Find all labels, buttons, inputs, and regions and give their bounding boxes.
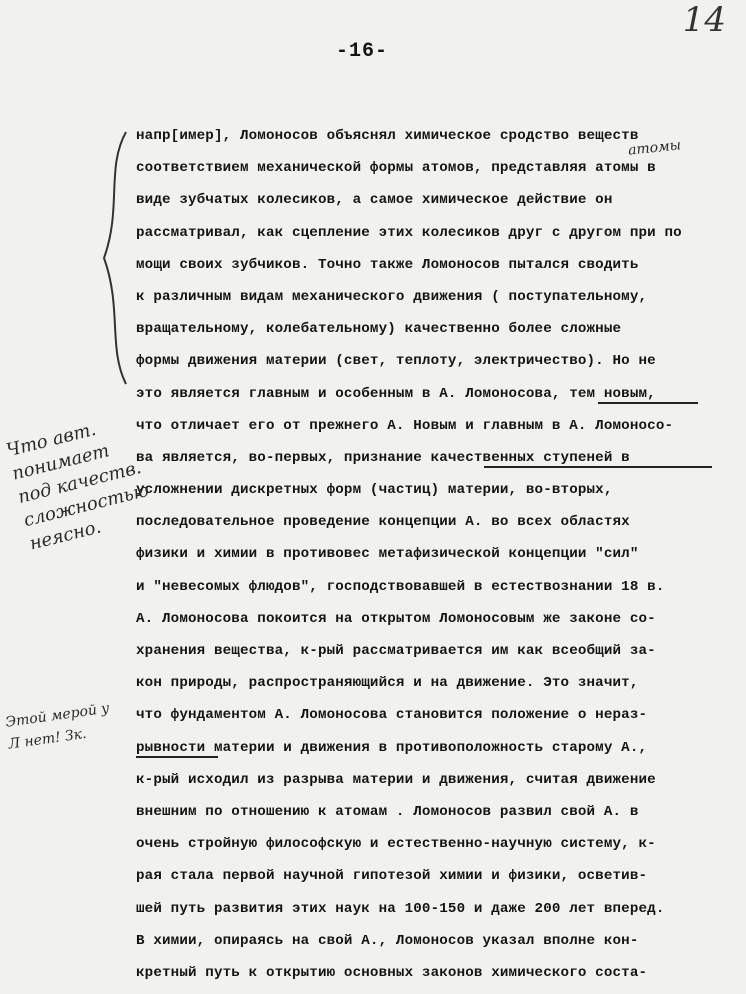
text-line: напр[имер], Ломоносов объяснял химическое сродство веществ xyxy=(136,128,639,144)
text-line: к различным видам механического движения ( поступательному, xyxy=(136,288,648,305)
text-line: рассматривал, как сцепление этих колесиков друг с другом при по xyxy=(136,224,682,241)
text-line: что фундаментом А. Ломоносова становится положение о нераз- xyxy=(136,707,648,724)
typed-body-text xyxy=(136,120,742,989)
text-line: формы движения материи (свет, теплоту, электричество). Но не xyxy=(136,353,656,370)
text-line: кретный путь к открытию основных законов химического соста- xyxy=(136,964,648,981)
text-line: рая стала первой научной гипотезой химии и физики, осветив- xyxy=(136,868,648,885)
underline-mark xyxy=(598,402,698,404)
text-line: рывности материи и движения в противоположность старому А., xyxy=(136,739,648,756)
text-line: хранения вещества, к-рый рассматривается им как всеобщий за- xyxy=(136,643,656,659)
archive-page-number: 14 xyxy=(682,0,726,40)
text-line: кон природы, распространяющийся и на движение. Это значит, xyxy=(136,675,639,692)
text-line: последовательное проведение концепции А. во всех областях xyxy=(136,514,630,531)
text-line: внешним по отношению к атомам . Ломоносов развил свой А. в xyxy=(136,803,639,820)
text-line: А. Ломоносова покоится на открытом Ломоносовым же законе со- xyxy=(136,610,656,627)
text-line: физики и химии в противовес метафизической концепции "сил" xyxy=(136,546,639,563)
text-line: усложнении дискретных форм (частиц) материи, во-вторых, xyxy=(136,482,613,499)
text-line: виде зубчатых колесиков, а самое химическое действие он xyxy=(136,192,613,209)
text-line: вращательному, колебательному) качественно более сложные xyxy=(136,321,622,338)
handwritten-insertion-atoms: атомы xyxy=(627,137,682,159)
text-line: мощи своих зубчиков. Точно также Ломоносов пытался сводить xyxy=(136,256,639,273)
margin-bracket-mark xyxy=(96,128,136,388)
margin-note-lower: Этой мерой у Л нет! Зк. xyxy=(4,700,111,753)
text-line: к-рый исходил из разрыва материи и движения, считая движение xyxy=(136,771,656,788)
underline-mark xyxy=(136,756,218,758)
underline-mark xyxy=(484,466,712,468)
text-line: В химии, опираясь на свой А., Ломоносов указал вполне кон- xyxy=(136,932,639,949)
text-line: что отличает его от прежнего А. Новым и главным в А. Ломоносо- xyxy=(136,417,674,434)
text-line: очень стройную философскую и естественно-научную систему, к- xyxy=(136,836,656,853)
page-number: -16- xyxy=(336,40,389,63)
text-line: и "невесомых флюдов", господствовавшей в естествознании 18 в. xyxy=(136,578,665,595)
text-line: соответствием механической формы атомов, представляя атомы в xyxy=(136,160,656,177)
text-line: это является главным и особенным в А. Ломоносова, тем новым, xyxy=(136,385,656,402)
text-line: ва является, во-первых, признание качественных ступеней в xyxy=(136,449,630,466)
margin-note-upper: Что авт. понимает под качеств. сложностью неясно. xyxy=(4,418,152,555)
text-line: шей путь развития этих наук на 100-150 и даже 200 лет вперед. xyxy=(136,900,665,917)
